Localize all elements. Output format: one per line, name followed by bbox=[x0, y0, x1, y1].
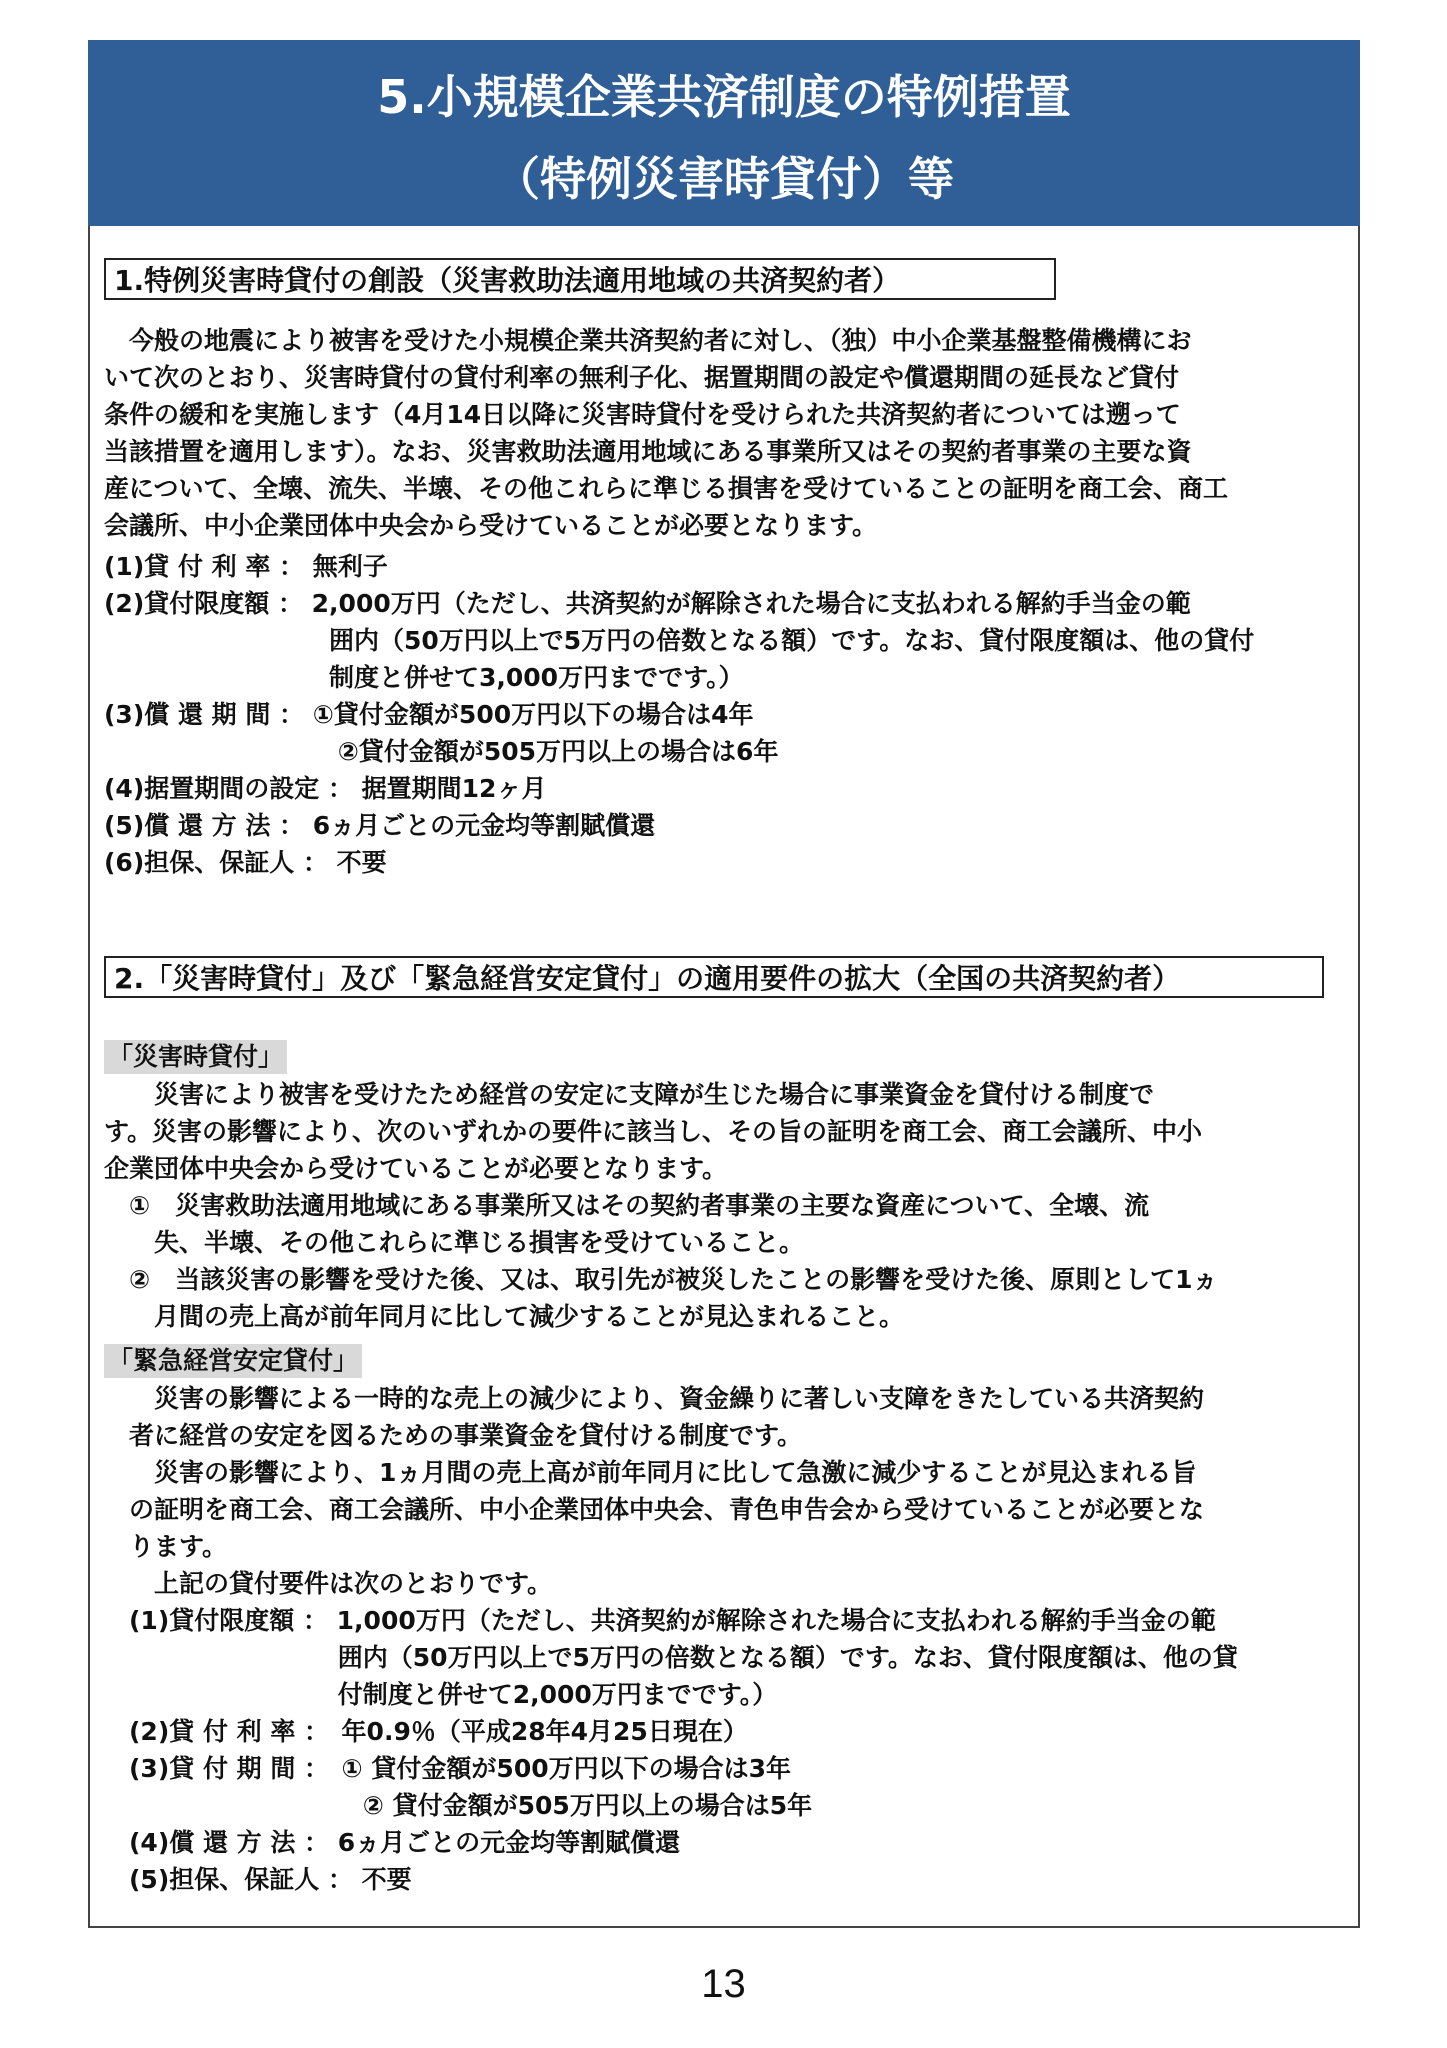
disaster-loan-line: ② 当該災害の影響を受けた後、又は、取引先が被災したことの影響を受けた後、原則として1ヵ bbox=[104, 1265, 1218, 1294]
page-number: 13 bbox=[701, 1962, 746, 2006]
section-1-item: (4)据置期間の設定 ： 据置期間12ヶ月 bbox=[104, 774, 547, 803]
disaster-loan-line: 月間の売上高が前年同月に比して減少することが見込まれること。 bbox=[104, 1302, 905, 1331]
emergency-loan-line: (3)貸 付 期 間 ： ① 貸付金額が500万円以下の場合は3年 bbox=[104, 1754, 792, 1783]
section-1-item: ②貸付金額が505万円以上の場合は6年 bbox=[104, 737, 779, 766]
emergency-loan-line: 災害の影響により、1ヵ月間の売上高が前年同月に比して急激に減少することが見込まれる旨 bbox=[104, 1458, 1197, 1487]
emergency-loan-line: 上記の貸付要件は次のとおりです。 bbox=[104, 1569, 553, 1598]
section-1-item: (1)貸 付 利 率 ： 無利子 bbox=[104, 552, 388, 581]
section-1-intro-line: 今般の地震により被害を受けた小規模企業共済契約者に対し、（独）中小企業基盤整備機構にお bbox=[104, 326, 1192, 355]
page-header bbox=[88, 40, 1360, 226]
emergency-loan-line: 付制度と併せて2,000万円までです。） bbox=[104, 1680, 778, 1709]
section-1-intro-line: 当該措置を適用します）。なお、災害救助法適用地域にある事業所又はその契約者事業の主要な資 bbox=[104, 437, 1192, 466]
disaster-loan-line: ① 災害救助法適用地域にある事業所又はその契約者事業の主要な資産について、全壊、流 bbox=[104, 1191, 1150, 1220]
disaster-loan-line: 失、半壊、その他これらに準じる損害を受けていること。 bbox=[104, 1228, 805, 1257]
section-1-heading: 1.特例災害時貸付の創設（災害救助法適用地域の共済契約者） bbox=[104, 258, 1056, 300]
disaster-loan-tag: 「災害時貸付」 bbox=[104, 1040, 287, 1074]
section-1-items bbox=[104, 548, 1254, 881]
emergency-loan-line: (5)担保、保証人 ： 不要 bbox=[104, 1865, 412, 1894]
emergency-loan-line: 災害の影響による一時的な売上の減少により、資金繰りに著しい支障をきたしている共済契約 bbox=[104, 1384, 1205, 1413]
emergency-loan-line: の証明を商工会、商工会議所、中小企業団体中央会、青色申告会から受けていることが必要とな bbox=[104, 1495, 1205, 1524]
section-1-item: (6)担保、保証人 ： 不要 bbox=[104, 848, 387, 877]
section-1-item: (3)償 還 期 間 ： ①貸付金額が500万円以下の場合は4年 bbox=[104, 700, 754, 729]
emergency-loan-tag: 「緊急経営安定貸付」 bbox=[104, 1344, 362, 1378]
header-title-line-2: （特例災害時貸付）等 bbox=[494, 152, 954, 206]
emergency-loan-line: (1)貸付限度額 ： 1,000万円（ただし、共済契約が解除された場合に支払われる解約手当金の範 bbox=[104, 1606, 1216, 1635]
disaster-loan-line: 災害により被害を受けたため経営の安定に支障が生じた場合に事業資金を貸付ける制度で bbox=[104, 1080, 1155, 1109]
disaster-loan-line: す。災害の影響により、次のいずれかの要件に該当し、その旨の証明を商工会、商工会議所、中小 bbox=[104, 1117, 1203, 1146]
emergency-loan-line: 者に経営の安定を図るための事業資金を貸付ける制度です。 bbox=[104, 1421, 803, 1450]
header-title-line-1: 5.小規模企業共済制度の特例措置 bbox=[377, 70, 1071, 124]
section-1-intro-line: 条件の緩和を実施します（4月14日以降に災害時貸付を受けられた共済契約者については遡って bbox=[104, 400, 1181, 429]
section-1-item: 制度と併せて3,000万円までです。） bbox=[104, 663, 744, 692]
emergency-loan-block bbox=[104, 1380, 1238, 1898]
section-1-intro-line: いて次のとおり、災害時貸付の貸付利率の無利子化、据置期間の設定や償還期間の延長など貸付 bbox=[104, 363, 1180, 392]
section-2-heading: 2.「災害時貸付」及び「緊急経営安定貸付」の適用要件の拡大（全国の共済契約者） bbox=[104, 956, 1324, 998]
section-1-item: (5)償 還 方 法 ： 6ヵ月ごとの元金均等割賦償還 bbox=[104, 811, 656, 840]
emergency-loan-line: (2)貸 付 利 率 ： 年0.9％（平成28年4月25日現在） bbox=[104, 1717, 748, 1746]
emergency-loan-line: ② 貸付金額が505万円以上の場合は5年 bbox=[104, 1791, 813, 1820]
disaster-loan-block bbox=[104, 1076, 1218, 1335]
section-1-intro-line: 産について、全壊、流失、半壊、その他これらに準じる損害を受けていることの証明を商工会、商工 bbox=[104, 474, 1229, 503]
section-1-item: (2)貸付限度額 ： 2,000万円（ただし、共済契約が解除された場合に支払われる解約手当金の範 bbox=[104, 589, 1191, 618]
emergency-loan-line: 囲内（50万円以上で5万円の倍数となる額）です。なお、貸付限度額は、他の貸 bbox=[104, 1643, 1238, 1672]
section-1-intro bbox=[104, 322, 1228, 544]
disaster-loan-line: 企業団体中央会から受けていることが必要となります。 bbox=[104, 1154, 728, 1183]
section-1-intro-line: 会議所、中小企業団体中央会から受けていることが必要となります。 bbox=[104, 511, 878, 540]
emergency-loan-line: ります。 bbox=[104, 1532, 228, 1561]
emergency-loan-line: (4)償 還 方 法 ： 6ヵ月ごとの元金均等割賦償還 bbox=[104, 1828, 681, 1857]
section-1-item: 囲内（50万円以上で5万円の倍数となる額）です。なお、貸付限度額は、他の貸付 bbox=[104, 626, 1255, 655]
